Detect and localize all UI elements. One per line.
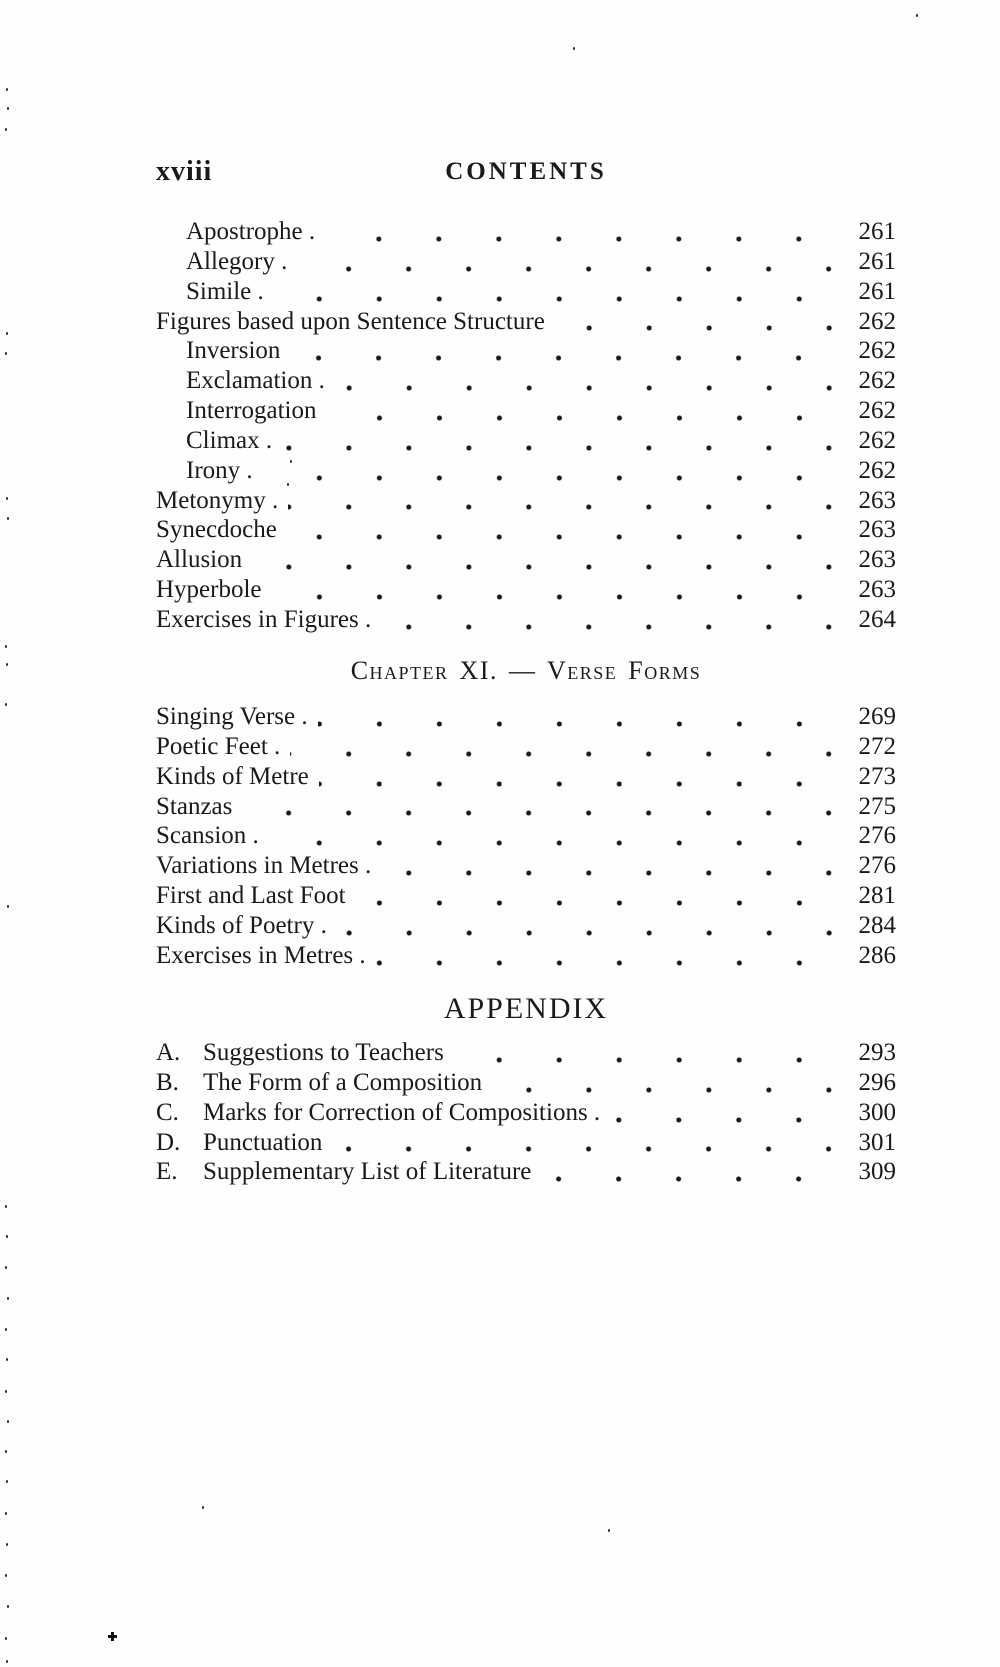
toc-entry-label: Irony . xyxy=(186,456,253,484)
toc-entry-label: Stanzas xyxy=(156,792,233,820)
dot-leader xyxy=(252,545,834,575)
toc-entry-label: Kinds of Metre xyxy=(156,762,309,790)
toc-entry-label: Singing Verse . xyxy=(156,703,308,730)
toc-page-number: 261 xyxy=(858,247,896,275)
dot-leader xyxy=(269,821,834,851)
toc-page-number: 272 xyxy=(858,732,896,760)
toc-page-number: 264 xyxy=(858,605,896,633)
appendix-letter: A. xyxy=(156,1039,181,1066)
toc-page-number: 286 xyxy=(858,941,896,969)
toc-row xyxy=(156,911,896,941)
toc-entry-label: Exclamation . xyxy=(186,367,325,395)
toc-page-number: 263 xyxy=(858,576,896,604)
appendix-letter: E. xyxy=(156,1158,178,1186)
scan-speckle xyxy=(290,460,292,463)
toc-entry-label: Interrogation xyxy=(186,397,317,425)
dot-leader xyxy=(290,336,834,366)
toc-row xyxy=(156,941,896,971)
scan-speckle xyxy=(6,1358,8,1361)
scan-speckle xyxy=(5,1390,7,1393)
toc-entry-label: Marks for Correction of Compositions . xyxy=(203,1098,601,1126)
scan-speckle xyxy=(5,128,7,131)
toc-page-number: 281 xyxy=(858,882,896,910)
scan-speckle xyxy=(7,517,9,520)
folio-page-number: xviii xyxy=(156,156,213,187)
dot-leader xyxy=(381,851,834,881)
toc-page-number: 301 xyxy=(858,1128,896,1156)
toc-entry-label: Poetic Feet . xyxy=(156,732,281,760)
scan-speckle xyxy=(5,1637,7,1640)
toc-page-number: 262 xyxy=(858,337,896,365)
toc-row xyxy=(156,217,896,247)
toc-page-number: 262 xyxy=(858,397,896,425)
toc-entry-label: Hyperbole xyxy=(156,576,262,604)
dot-leader xyxy=(381,605,834,635)
toc-page-number: 276 xyxy=(858,852,896,880)
dot-leader xyxy=(318,702,834,732)
scan-speckle xyxy=(7,1297,9,1300)
toc-page-number: 262 xyxy=(858,426,896,454)
scan-speckle xyxy=(916,14,918,17)
toc-row xyxy=(156,486,896,516)
toc-entry-label: Exercises in Figures . xyxy=(156,605,372,633)
toc-entry-label: Synecdoche xyxy=(156,516,277,544)
dot-leader xyxy=(492,1068,834,1098)
scan-speckle xyxy=(6,332,8,335)
toc-row xyxy=(156,515,896,545)
toc-entry-label: Suggestions to Teachers xyxy=(203,1039,444,1066)
dot-leader xyxy=(325,217,834,247)
toc-page-number: 269 xyxy=(858,703,896,730)
toc-row xyxy=(156,336,896,366)
appendix-letter: D. xyxy=(156,1128,181,1156)
appendix-letter: C. xyxy=(156,1098,179,1126)
toc-page-number: 262 xyxy=(858,456,896,484)
toc-row xyxy=(156,732,896,762)
dot-leader xyxy=(272,575,834,605)
dot-leader xyxy=(297,247,834,277)
toc-entry-label: Kinds of Poetry . xyxy=(156,911,327,939)
scan-speckle xyxy=(5,645,7,648)
toc-page-number: 263 xyxy=(858,516,896,544)
toc-row xyxy=(156,1098,896,1128)
dot-leader xyxy=(337,911,834,941)
scan-speckle xyxy=(7,905,9,908)
toc-entry-label: The Form of a Composition xyxy=(203,1068,483,1096)
appendix-letter: B. xyxy=(156,1068,179,1096)
toc-page-number: 275 xyxy=(858,792,896,820)
dot-leader xyxy=(555,307,834,337)
toc-entry-label: Simile . xyxy=(186,277,264,305)
toc-group-verse-forms xyxy=(156,702,896,971)
scan-speckle xyxy=(573,47,575,50)
toc-entry-label: Allegory . xyxy=(186,247,288,275)
appendix-heading: APPENDIX xyxy=(443,992,609,1025)
toc-row xyxy=(156,277,896,307)
dot-leader xyxy=(335,366,834,396)
dot-leader xyxy=(327,396,834,426)
toc-row xyxy=(156,396,896,426)
scan-speckle xyxy=(5,703,7,706)
toc-page-number: 261 xyxy=(858,218,896,245)
scan-speckle xyxy=(5,1266,7,1269)
toc-entry-label: Metonymy . xyxy=(156,486,279,514)
toc-page-number: 273 xyxy=(858,762,896,790)
toc-entry-label: Figures based upon Sentence Structure xyxy=(156,307,545,335)
toc-page-number: 263 xyxy=(858,546,896,574)
toc-group-appendix xyxy=(156,1038,896,1187)
toc-page-number: 262 xyxy=(858,307,896,335)
scan-speckle xyxy=(5,1574,7,1577)
scan-speckle xyxy=(6,88,8,91)
scan-speckle xyxy=(6,1660,8,1663)
scan-speckle xyxy=(6,1235,8,1238)
scan-speckle xyxy=(7,1605,9,1608)
toc-entry-label: Allusion xyxy=(156,546,243,574)
scan-speckle xyxy=(608,1529,610,1532)
toc-row xyxy=(156,366,896,396)
toc-row xyxy=(156,307,896,337)
scan-speckle xyxy=(7,107,9,110)
dot-leader xyxy=(290,732,834,762)
plus-mark-artifact xyxy=(108,1632,117,1641)
scan-speckle xyxy=(5,1450,7,1453)
toc-entry-label: First and Last Foot xyxy=(156,882,346,910)
toc-group-figures xyxy=(156,217,896,635)
toc-row xyxy=(156,456,896,486)
scan-speckle xyxy=(5,1205,7,1208)
toc-entry-label: Supplementary List of Literature xyxy=(203,1158,532,1186)
dot-leader xyxy=(287,515,834,545)
toc-row xyxy=(156,1038,896,1068)
toc-row xyxy=(156,605,896,635)
toc-page-number: 284 xyxy=(858,911,896,939)
toc-row xyxy=(156,575,896,605)
toc-row xyxy=(156,881,896,911)
toc-row xyxy=(156,1068,896,1098)
toc-entry-label: Apostrophe . xyxy=(186,218,316,245)
toc-page-number: 300 xyxy=(858,1098,896,1126)
toc-entry-label: Inversion xyxy=(186,337,281,365)
toc-page-number: 293 xyxy=(858,1039,896,1066)
page-header xyxy=(156,152,896,192)
toc-entry-label: Exercises in Metres . xyxy=(156,941,366,969)
toc-page-number: 309 xyxy=(858,1158,896,1186)
scan-speckle xyxy=(5,1328,7,1331)
toc-entry-label: Climax . xyxy=(186,426,273,454)
dot-leader xyxy=(319,762,834,792)
scan-speckle xyxy=(5,352,7,355)
scan-speckle xyxy=(6,663,8,666)
toc-row xyxy=(156,1157,896,1187)
scan-speckle xyxy=(202,1506,204,1509)
toc-entry-label: Scansion . xyxy=(156,822,259,850)
toc-row xyxy=(156,702,896,732)
scan-speckle xyxy=(5,1512,7,1515)
dot-leader xyxy=(541,1157,834,1187)
scan-speckle xyxy=(6,1480,8,1483)
dot-leader xyxy=(376,941,834,971)
toc-entry-label: Punctuation xyxy=(203,1128,323,1156)
scan-speckle xyxy=(6,1543,8,1546)
toc-row xyxy=(156,545,896,575)
dot-leader xyxy=(282,426,834,456)
scan-speckle xyxy=(7,1420,9,1423)
dot-leader xyxy=(242,792,834,822)
dot-leader xyxy=(274,277,834,307)
toc-entry-label: Variations in Metres . xyxy=(156,852,372,880)
dot-leader xyxy=(610,1098,834,1128)
dot-leader xyxy=(356,881,834,911)
scan-speckle xyxy=(6,497,8,500)
dot-leader xyxy=(332,1128,834,1158)
toc-page-number: 262 xyxy=(858,367,896,395)
toc-page-number: 261 xyxy=(858,277,896,305)
toc-row xyxy=(156,821,896,851)
toc-row xyxy=(156,851,896,881)
toc-row xyxy=(156,247,896,277)
toc-row xyxy=(156,1128,896,1158)
scan-speckle xyxy=(287,483,289,486)
dot-leader xyxy=(263,456,834,486)
toc-row xyxy=(156,426,896,456)
toc-page-number: 276 xyxy=(858,822,896,850)
toc-page-number: 263 xyxy=(858,486,896,514)
dot-leader xyxy=(288,486,834,516)
dot-leader xyxy=(454,1038,834,1068)
toc-page-number: 296 xyxy=(858,1068,896,1096)
running-head: CONTENTS xyxy=(445,158,607,185)
toc-row xyxy=(156,792,896,822)
chapter-heading: Chapter XI. — Verse Forms xyxy=(350,656,702,685)
toc-row xyxy=(156,762,896,792)
